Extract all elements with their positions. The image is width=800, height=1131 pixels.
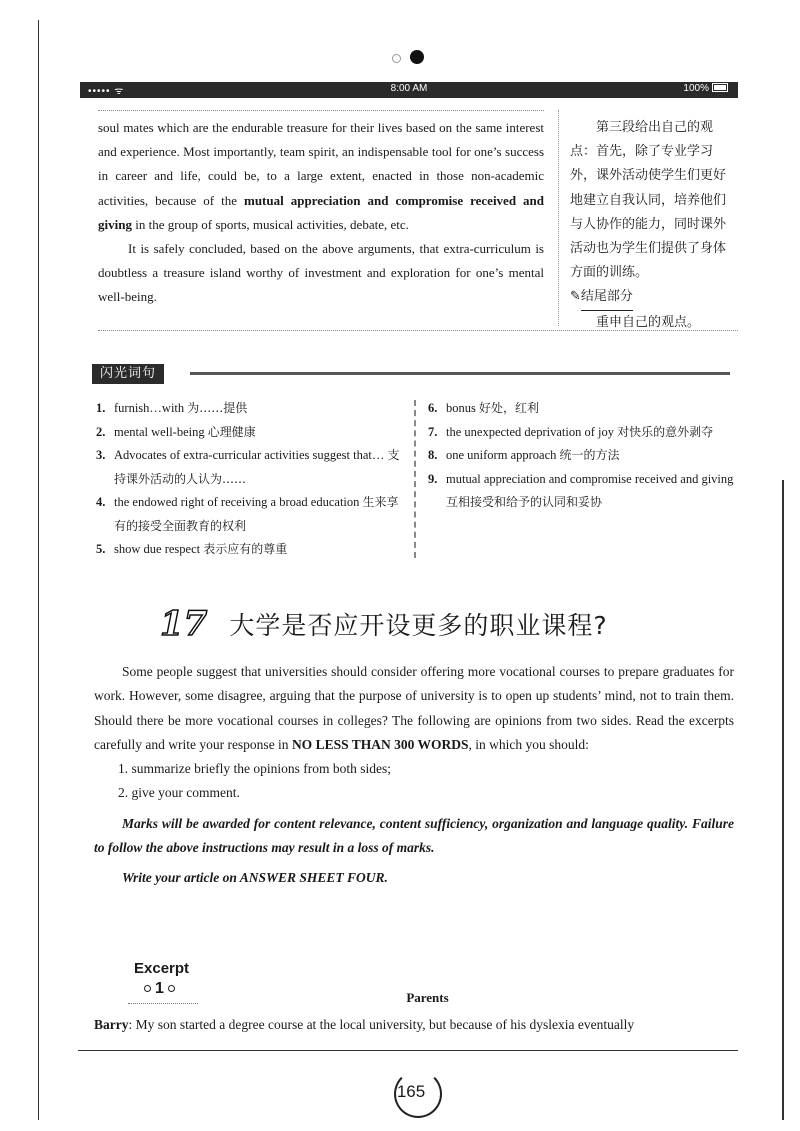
vocab-num: 5. xyxy=(96,542,106,556)
question-body xyxy=(94,660,734,891)
answer-sheet-note: Write your article on ANSWER SHEET FOUR. xyxy=(122,870,388,886)
top-dotted-line xyxy=(98,110,544,111)
vocab-en: furnish…with xyxy=(114,401,185,415)
essay-text-bold: mutual appreciation and compromise received and giving xyxy=(98,192,545,232)
excerpt-body: : My son started a degree course at the local university, but because of his dyslexia eventually xyxy=(128,1017,635,1032)
vocab-item xyxy=(96,491,408,538)
vocab-cn: 表示应有的尊重 xyxy=(203,542,288,556)
camera-icon xyxy=(410,50,424,64)
vocab-num: 4. xyxy=(96,495,106,509)
excerpt-number: 1 xyxy=(155,980,164,997)
vocab-en: show due respect xyxy=(114,542,201,556)
question-heading: 大学是否应开设更多的职业课程? xyxy=(229,611,608,640)
vocab-en: Advocates of extra-curricular activities suggest that… xyxy=(114,448,385,462)
excerpt-speaker: Barry xyxy=(94,1017,129,1032)
left-margin-rule xyxy=(38,20,39,1120)
vocab-num: 9. xyxy=(428,471,438,486)
vocab-divider xyxy=(414,400,416,558)
vocab-num: 8. xyxy=(428,448,438,462)
intro-word-limit: NO LESS THAN 300 WORDS xyxy=(291,736,469,752)
vocab-item xyxy=(428,444,736,468)
right-margin-rule xyxy=(782,480,784,1120)
vocab-item xyxy=(96,397,408,421)
vocab-item xyxy=(428,397,736,421)
page-number: 165 xyxy=(396,1082,426,1101)
vocab-en: mutual appreciation and compromise received and giving xyxy=(446,471,734,486)
side-note-divider xyxy=(558,110,560,326)
vocab-cn: 好处，红利 xyxy=(479,401,540,415)
side-note-para3: 第三段给出自己的观点：首先，除了专业学习外，课外活动使学生们更好地建立自我认同，培养他们与人协作的能力，同时课外活动也为学生们提供了身体方面的训练。 xyxy=(570,120,727,281)
vocab-num: 6. xyxy=(428,401,438,415)
side-note xyxy=(570,116,736,335)
vocab-cn: 为……提供 xyxy=(187,401,248,415)
vocab-list-left xyxy=(96,397,408,562)
vocab-cn: 统一的方法 xyxy=(559,448,620,462)
essay-paragraph xyxy=(98,116,544,237)
vocab-badge: 闪光词句 xyxy=(92,364,164,384)
vocab-en: mental well-being xyxy=(114,424,205,439)
intro-text-c: , in which you should: xyxy=(468,736,589,752)
intro-text-a: Some people suggest that universities should consider offering more vocational courses to prepare graduates for work. However, some disagree, arguing that the purpose of university is to open up students’ mind, not to train them. Should there be more vocational courses in colleges? The following are opinions from two sides. Read the excerpts carefully and write your response in xyxy=(94,664,734,752)
vocab-cn: 支持课外活动的人认为…… xyxy=(114,448,400,486)
vocab-cn: 互相接受和给予的认同和妥协 xyxy=(446,495,603,509)
vocab-cn: 心理健康 xyxy=(207,424,256,439)
signal-icon: ••••• ᯤ xyxy=(88,86,125,97)
excerpt-title: Parents xyxy=(406,990,449,1005)
vocab-num: 7. xyxy=(428,424,438,439)
vocab-item xyxy=(96,444,408,491)
side-note-ending: 重申自己的观点。 xyxy=(596,314,701,330)
bottom-rule xyxy=(78,1050,738,1051)
question-intro xyxy=(94,660,734,757)
vocab-num: 1. xyxy=(96,401,106,415)
top-essay-text xyxy=(98,116,544,310)
excerpt-label: Excerpt xyxy=(134,960,190,977)
vocab-item xyxy=(428,468,736,515)
vocab-item xyxy=(96,538,408,562)
vocab-num: 2. xyxy=(96,424,106,439)
excerpt-text xyxy=(94,1015,738,1035)
side-note-heading: 结尾部分 xyxy=(581,285,633,310)
vocab-en: the endowed right of receiving a broad education xyxy=(114,495,360,509)
status-bar xyxy=(80,82,738,98)
essay-text-c: in the group of sports, musical activities, debate, etc. xyxy=(131,216,409,232)
battery-icon xyxy=(712,83,728,92)
vocab-item xyxy=(96,421,408,445)
vocab-num: 3. xyxy=(96,448,106,462)
essay-conclusion: It is safely concluded, based on the above arguments, that extra-curriculum is doubtless a treasure island worthy of investment and exploration for one’s mental well-being. xyxy=(98,241,544,305)
battery-status xyxy=(683,83,728,94)
instruction-item-1: 1. summarize briefly the opinions from both sides; xyxy=(118,761,391,777)
battery-percent: 100% xyxy=(683,83,709,94)
essay-text-a: soul mates which are the endurable treasure for their lives based on the same interest and experience. Most importantly, team spirit, an indispensable tool for one’s success in career and life, could be, to a large extent, enacted in those non-academic activities, because of the xyxy=(98,120,544,208)
vocab-cn: 生来享有的接受全面教育的权利 xyxy=(114,495,399,533)
instruction-item-2: 2. give your comment. xyxy=(118,785,240,801)
vocab-list-right xyxy=(428,397,736,515)
pencil-icon: ✎ xyxy=(570,289,581,305)
question-number: 17 xyxy=(160,604,208,644)
marks-note: Marks will be awarded for content relevance, content sufficiency, organization and language quality. Failure to follow the above instructions may result in a loss of marks. xyxy=(94,815,734,856)
vocab-item xyxy=(428,421,736,445)
sensor-icon xyxy=(392,54,401,63)
vocab-header-line xyxy=(190,372,730,375)
vocab-en: bonus xyxy=(446,401,476,415)
vocab-cn: 对快乐的意外剥夺 xyxy=(617,424,714,439)
question-title xyxy=(160,604,720,650)
vocab-en: the unexpected deprivation of joy xyxy=(446,424,614,439)
status-time: 8:00 AM xyxy=(390,83,428,94)
vocab-en: one uniform approach xyxy=(446,448,557,462)
